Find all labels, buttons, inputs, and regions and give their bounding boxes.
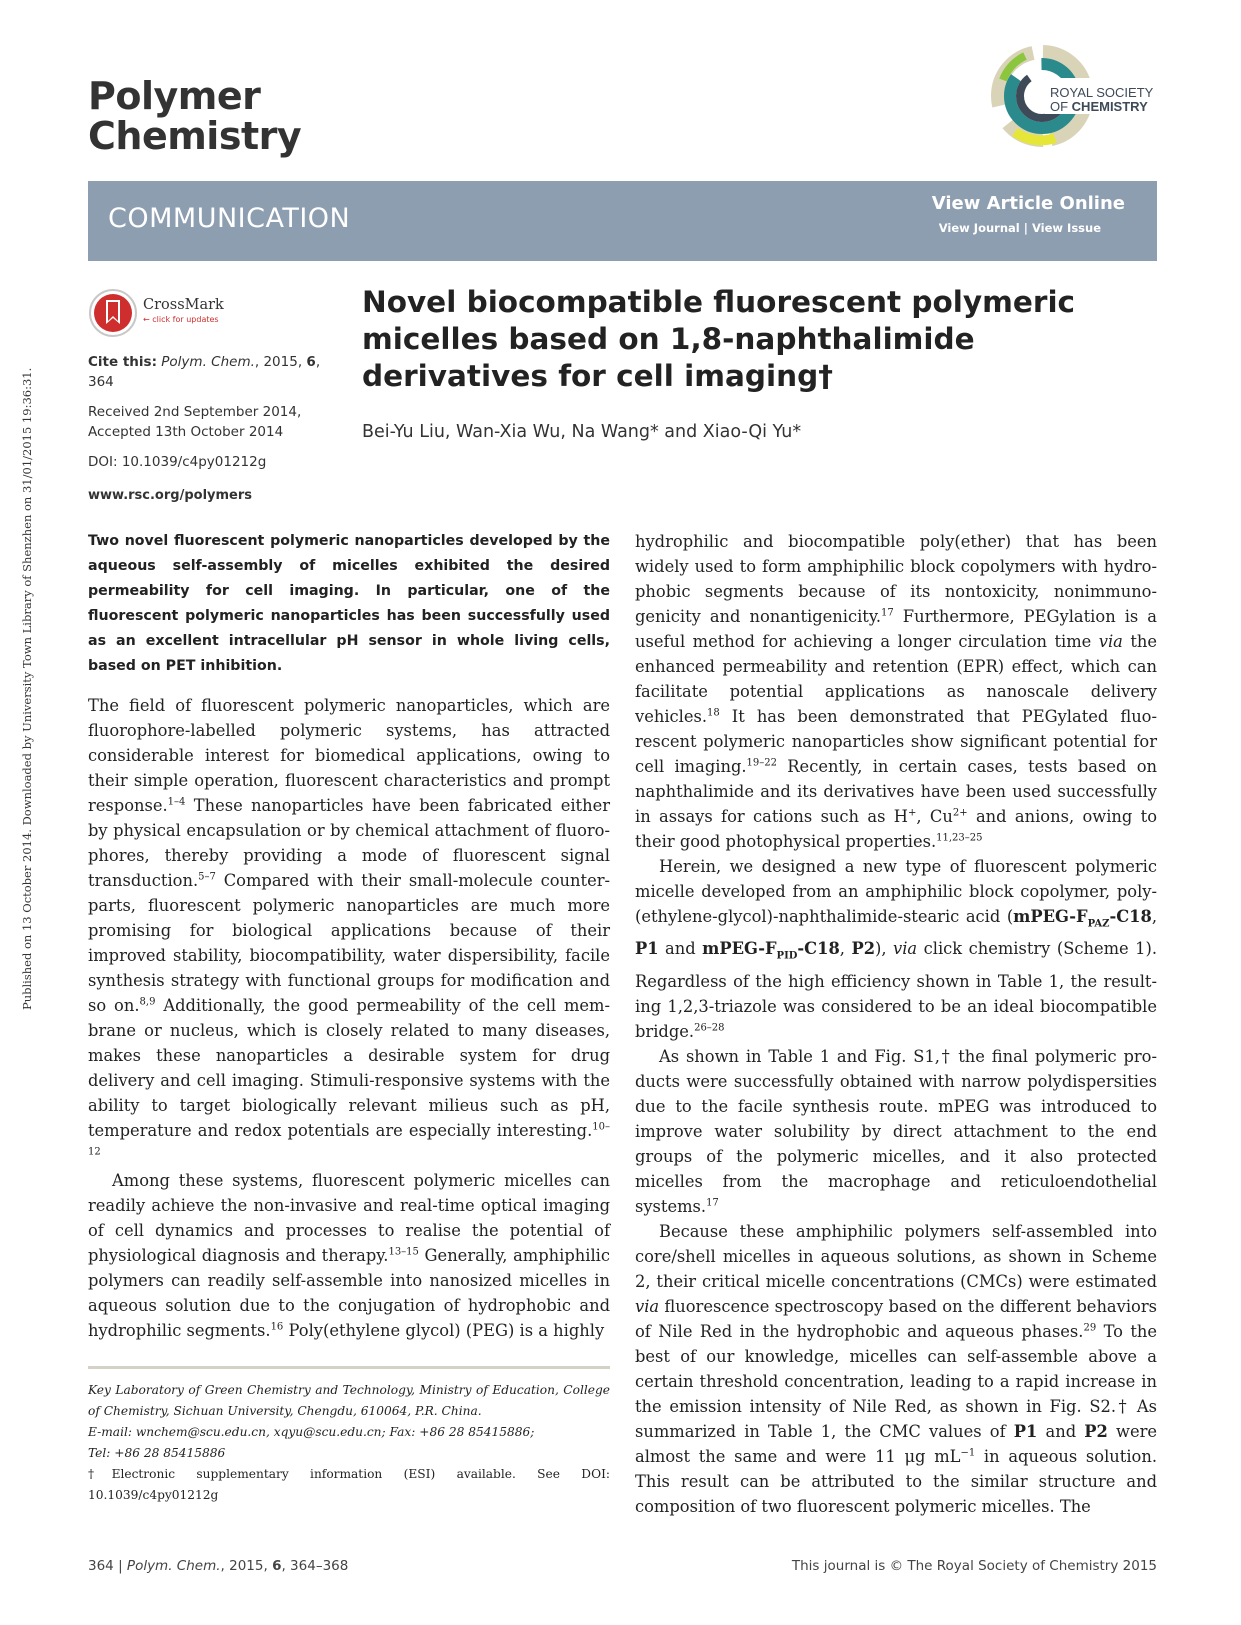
view-links: [939, 221, 1101, 235]
side-note-text: Published on 13 October 2014. Downloaded by University Town Library of Shenzhen on 31/01/2015 19:36:31.: [20, 367, 34, 1010]
crossmark-sub: ← click for updates: [143, 315, 219, 324]
crossmark-label: CrossMark: [143, 297, 224, 313]
reference[interactable]: 18: [707, 707, 720, 719]
paragraph: Among these systems, fluorescent polymeric micelles can readily achieve the non-invasive and real-time optical imaging of cell dynamics and processes to realise the potential of physiological diagnosis and therapy.$^{13-15}$ Generally, amphiphilic polymers can readily self-assemble into nanosized micelles in aqueous solution due to the conjugation of hydrophobic and hydrophilic segments.$^{16}$ Poly(ethylene glycol) (PEG) is a highly: [88, 1171, 610, 1340]
paragraph: hydrophilic and biocompatible poly(ether) that has been widely used to form amphiphilic block copolymers with hydrophobic segments because of its nontoxicity, nonimmunogenicity and nonantigenicity.$^{17}$ Furthermore, PEGylation is a useful method for achieving a longer circulation time via the enhanced permeability and retention (EPR) effect, which can facilitate potential applications as nanoscale delivery vehicles.$^{18}$ It has been demonstrated that PEGylated fluorescent polymeric nanoparticles show significant potential for cell imaging.$^{19-22}$ Recently, in certain cases, tests based on naphthalimide and its derivatives have been used successfully in assays for cations such as H+, $Cu^{2+}$ and anions, owing to their good photophysical properties.$^{11,23-25}$: [635, 532, 1158, 851]
doi[interactable]: DOI: 10.1039/c4py01212g: [88, 454, 267, 470]
reference[interactable]: 17: [881, 607, 894, 619]
footnotes: [88, 1380, 610, 1506]
received-date: Received 2nd September 2014,: [88, 404, 302, 420]
page-footer-citation: 364 | Polym. Chem., 2015, 6, 364–368: [88, 1558, 349, 1574]
citation: Cite this: Polym. Chem., 2015, 6, 364: [88, 354, 321, 390]
paragraph: Because these amphiphilic polymers self-assembled into core/shell micelles in aqueous solutions, as shown in Scheme 2, their critical micelle concentrations (CMCs) were estimated via fluorescence spectroscopy based on the different behaviors of Nile Red in the hydrophobic and aqueous phases.$^{29}$ To the best of our knowledge, micelles can self-assemble above a certain threshold concentration, leading to a rapid increase in the emission intensity of Nile Red, as shown in Fig. S2.† As summarized in Table 1, the CMC values of P1 and P2 were almost the same and were 11 μg $mL^{-1}$ in aqueous solution. This result can be attributed to the similar structure and composition of two fluorescent polymeric micelles. The: [635, 1221, 1158, 1516]
rsc-logo-line2: OF CHEMISTRY: [1050, 99, 1148, 114]
view-links-separator: |: [1023, 221, 1028, 235]
rsc-logo-text: [1050, 86, 1153, 114]
article-type: COMMUNICATION: [108, 203, 351, 234]
arrow-left-icon: ←: [143, 315, 150, 324]
crossmark-badge[interactable]: [88, 288, 248, 338]
reference[interactable]: 10–12: [88, 1121, 610, 1158]
paragraph: Herein, we designed a new type of fluorescent polymeric micelle developed from an amphiphilic block copolymer, poly(ethylene-glycol)-naphthalimide-stearic acid ($mPEG-F_{PAZ}-C18$, P1 and mPEG-$F_{PID}-C18$, P2), via click chemistry (Scheme 1). Regardless of the high efficiency shown in Table 1, the resulting 1,2,3-triazole was considered to be an ideal biocompatible bridge.$^{26-28}$: [635, 857, 1158, 1041]
accepted-date: Accepted 13th October 2014: [88, 424, 284, 440]
article-type-banner: [88, 181, 1157, 261]
body-column-right: [635, 529, 1157, 1519]
publication-sidebar-note: [6, 250, 34, 1010]
view-issue-link[interactable]: View Issue: [1031, 221, 1101, 235]
reference[interactable]: 17: [706, 1197, 719, 1209]
reference[interactable]: 11,23–25: [936, 832, 983, 844]
page-number: 364: [88, 1558, 114, 1574]
paragraph: As shown in Table 1 and Fig. S1,† the final polymeric products were successfully obtained with narrow polydispersities due to the facile synthesis route. mPEG was introduced to improve water solubility by direct attachment to the end groups of the polymeric micelles, and it also protected micelles from the macrophage and reticuloendothelial systems.$^{17}$: [635, 1046, 1157, 1216]
view-article-online-link[interactable]: View Article Online: [931, 193, 1125, 214]
reference[interactable]: 13–15: [388, 1246, 419, 1258]
affiliation: Key Laboratory of Green Chemistry and Technology, Ministry of Education, College of Chemistry, Sichuan University, Chengdu, 610064, P.R. China.: [88, 1383, 610, 1418]
journal-name-line2: Chemistry: [88, 114, 302, 158]
abstract: Two novel fluorescent polymeric nanoparticles developed by the aqueous self-assembly of micelles exhibited the desired permeability for cell imaging. In particular, one of the fluorescent polymeric nanoparticles has been successfully used as an excellent intracellular pH sensor in whole living cells, based on PET inhibition.: [88, 533, 610, 674]
authors: Bei-Yu Liu, Wan-Xia Wu, Na Wang* and Xiao-Qi Yu*: [362, 422, 802, 442]
reference[interactable]: 29: [1083, 1322, 1097, 1334]
contact-tel: Tel: +86 28 85415886: [88, 1446, 226, 1460]
reference[interactable]: 1–4: [167, 796, 186, 808]
journal-name: [88, 76, 301, 156]
reference[interactable]: 5–7: [198, 871, 216, 883]
contact-email: E-mail: wnchem@scu.edu.cn, xqyu@scu.edu.cn; Fax: +86 28 85415886;: [88, 1425, 535, 1439]
journal-website-link[interactable]: www.rsc.org/polymers: [88, 488, 253, 503]
rsc-logo-line1: ROYAL SOCIETY: [1050, 85, 1154, 100]
article-metadata: [88, 352, 348, 506]
reference[interactable]: 19–22: [746, 757, 777, 769]
copyright-notice: This journal is © The Royal Society of Chemistry 2015: [791, 1558, 1157, 1574]
reference[interactable]: 26–28: [694, 1022, 725, 1034]
reference[interactable]: 16: [270, 1321, 284, 1333]
esi-note: †Electronic supplementary information (ESI) available. See DOI: 10.1039/c4py01212g: [88, 1467, 610, 1502]
article-title: Novel biocompatible fluorescent polymeric micelles based on 1,8-naphthalimide derivatives for cell imaging†: [362, 285, 1076, 393]
reference[interactable]: 8,9: [139, 996, 156, 1008]
crossmark-icon: [88, 288, 138, 338]
view-journal-link[interactable]: View Journal: [938, 221, 1020, 235]
journal-name-line1: Polymer: [88, 74, 261, 118]
body-column-left: [88, 693, 610, 1343]
paragraph: The field of fluorescent polymeric nanoparticles, which are fluorophore-labelled polymeric systems, has attracted considerable interest for biomedical applications, owing to their simple operation, fluorescent characteristics and prompt response.$^{1-4}$ These nanoparticles have been fabricated either by physical encapsulation or by chemical attachment of fluorophores, thereby providing a mode of fluorescent signal transduction.$^{5-7}$ Compared with their small-molecule counterparts, fluorescent polymeric nanoparticles are much more promising for biological applications because of their improved stability, biocompatibility, water dispersibility, facile synthesis strategy with functional groups for modification and so on.$^{8,9}$ Additionally, the good permeability of the cell membrane or nucleus, which is closely related to many diseases, makes these nanoparticles a desirable system for drug delivery and cell imaging. Stimuli-responsive systems with the ability to target biologically relevant milieus such as pH, temperature and redox potentials are especially interesting.$^{10-12}$: [88, 696, 611, 1158]
footnote-divider: [88, 1366, 610, 1369]
